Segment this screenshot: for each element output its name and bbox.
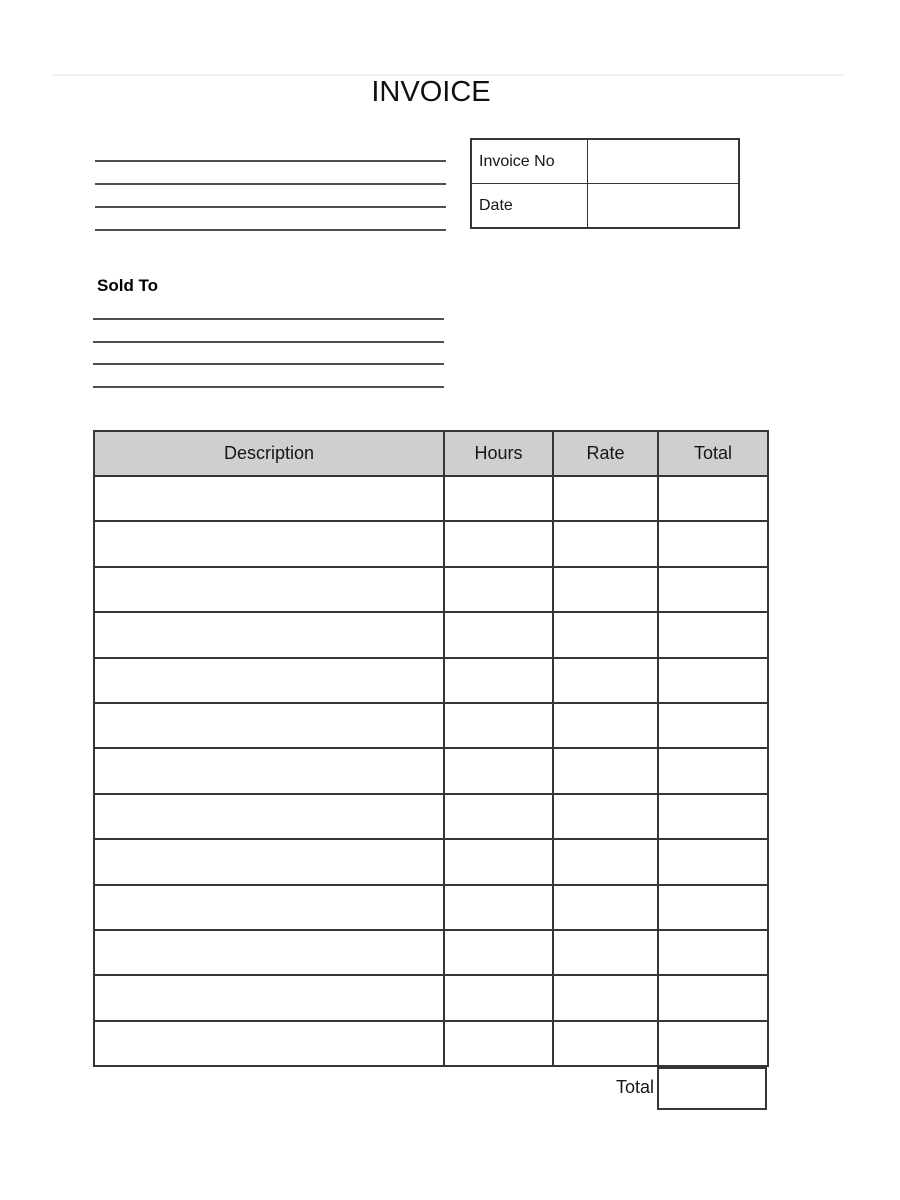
invoice-date-row: [471, 184, 739, 229]
item-cell-rate[interactable]: [553, 658, 658, 703]
invoice-date-value[interactable]: [588, 184, 740, 229]
items-table: [93, 430, 769, 1067]
item-row: [94, 748, 768, 793]
item-cell-description[interactable]: [94, 567, 444, 612]
blank-line[interactable]: [95, 183, 446, 185]
item-cell-rate[interactable]: [553, 521, 658, 566]
item-row: [94, 1021, 768, 1066]
item-row: [94, 658, 768, 703]
item-row: [94, 567, 768, 612]
item-cell-rate[interactable]: [553, 612, 658, 657]
item-cell-hours[interactable]: [444, 567, 553, 612]
item-row: [94, 885, 768, 930]
item-cell-description[interactable]: [94, 748, 444, 793]
item-cell-description[interactable]: [94, 612, 444, 657]
items-table-body: [94, 476, 768, 1066]
items-table-header: [94, 431, 768, 476]
grand-total-label: Total: [615, 1077, 654, 1097]
sold-to-lines: [93, 318, 444, 408]
item-cell-hours[interactable]: [444, 885, 553, 930]
item-cell-total[interactable]: [658, 839, 768, 884]
blank-line[interactable]: [95, 229, 446, 231]
item-cell-description[interactable]: [94, 1021, 444, 1066]
item-row: [94, 839, 768, 884]
item-row: [94, 612, 768, 657]
item-cell-total[interactable]: [658, 930, 768, 975]
item-cell-description[interactable]: [94, 839, 444, 884]
item-cell-description[interactable]: [94, 794, 444, 839]
item-cell-description[interactable]: [94, 703, 444, 748]
item-cell-rate[interactable]: [553, 748, 658, 793]
blank-line[interactable]: [95, 206, 446, 208]
item-cell-total[interactable]: [658, 658, 768, 703]
blank-line[interactable]: [93, 341, 444, 343]
invoice-no-value[interactable]: [588, 139, 740, 184]
item-cell-total[interactable]: [658, 703, 768, 748]
invoice-date-label: Date: [471, 184, 588, 229]
item-cell-hours[interactable]: [444, 521, 553, 566]
item-cell-total[interactable]: [658, 521, 768, 566]
column-header-hours: Hours: [444, 431, 553, 476]
item-cell-rate[interactable]: [553, 975, 658, 1020]
column-header-description: Description: [94, 431, 444, 476]
item-cell-description[interactable]: [94, 658, 444, 703]
item-cell-total[interactable]: [658, 975, 768, 1020]
item-cell-description[interactable]: [94, 521, 444, 566]
item-cell-total[interactable]: [658, 748, 768, 793]
item-cell-total[interactable]: [658, 612, 768, 657]
item-cell-hours[interactable]: [444, 476, 553, 521]
document-title: INVOICE: [371, 76, 491, 108]
item-cell-total[interactable]: [658, 885, 768, 930]
item-cell-total[interactable]: [658, 476, 768, 521]
item-cell-total[interactable]: [658, 794, 768, 839]
invoice-no-label: Invoice No: [471, 139, 588, 184]
blank-line[interactable]: [93, 386, 444, 388]
item-cell-hours[interactable]: [444, 612, 553, 657]
blank-line[interactable]: [93, 363, 444, 365]
column-header-total: Total: [658, 431, 768, 476]
item-cell-description[interactable]: [94, 476, 444, 521]
item-cell-description[interactable]: [94, 885, 444, 930]
item-row: [94, 476, 768, 521]
item-row: [94, 794, 768, 839]
column-header-rate: Rate: [553, 431, 658, 476]
item-row: [94, 521, 768, 566]
item-cell-description[interactable]: [94, 930, 444, 975]
blank-line[interactable]: [93, 318, 444, 320]
item-cell-rate[interactable]: [553, 885, 658, 930]
item-cell-rate[interactable]: [553, 703, 658, 748]
item-cell-hours[interactable]: [444, 975, 553, 1020]
item-cell-description[interactable]: [94, 975, 444, 1020]
invoice-no-row: [471, 139, 739, 184]
seller-info-lines: [95, 160, 446, 252]
item-cell-total[interactable]: [658, 567, 768, 612]
sold-to-label: Sold To: [97, 276, 159, 295]
item-row: [94, 975, 768, 1020]
item-cell-rate[interactable]: [553, 476, 658, 521]
item-cell-hours[interactable]: [444, 930, 553, 975]
grand-total-value[interactable]: [657, 1067, 767, 1110]
item-cell-hours[interactable]: [444, 748, 553, 793]
item-cell-rate[interactable]: [553, 839, 658, 884]
item-row: [94, 930, 768, 975]
item-cell-rate[interactable]: [553, 794, 658, 839]
item-cell-hours[interactable]: [444, 794, 553, 839]
item-cell-total[interactable]: [658, 1021, 768, 1066]
item-cell-rate[interactable]: [553, 1021, 658, 1066]
invoice-meta-table: [470, 138, 740, 229]
item-cell-hours[interactable]: [444, 658, 553, 703]
item-cell-hours[interactable]: [444, 1021, 553, 1066]
item-cell-hours[interactable]: [444, 839, 553, 884]
item-cell-rate[interactable]: [553, 567, 658, 612]
item-row: [94, 703, 768, 748]
item-cell-rate[interactable]: [553, 930, 658, 975]
item-cell-hours[interactable]: [444, 703, 553, 748]
blank-line[interactable]: [95, 160, 446, 162]
